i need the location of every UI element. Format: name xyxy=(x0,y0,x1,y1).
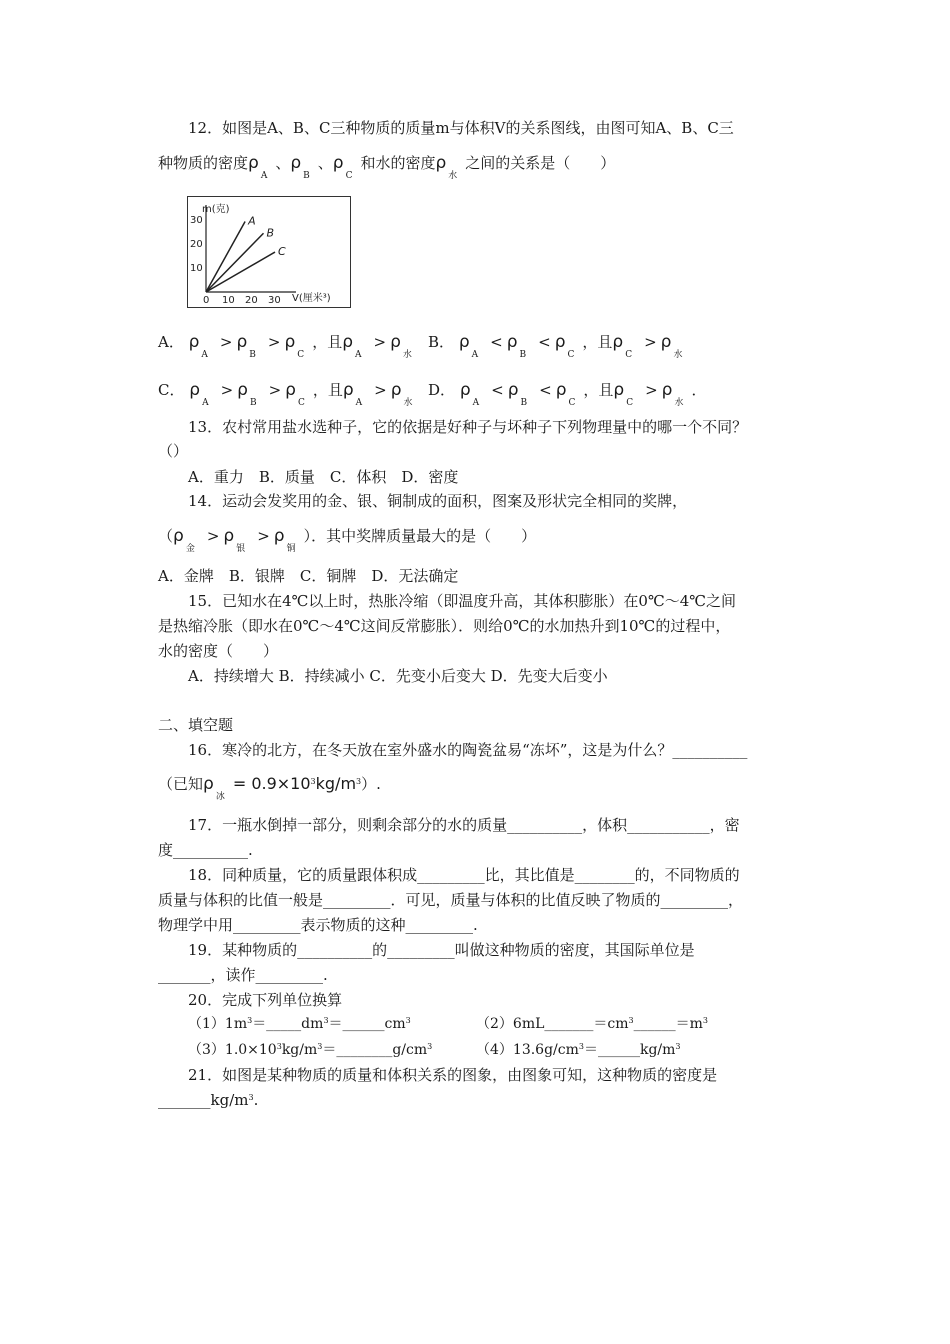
comparison-sign: > xyxy=(644,333,657,351)
rho-symbol: ρ xyxy=(189,380,201,400)
option-label-a: A． xyxy=(158,333,184,351)
q14-line2-post: ）．其中奖牌质量最大的是（ ） xyxy=(303,527,537,545)
rho-subscript: A xyxy=(260,171,268,181)
q18-line2: 质量与体积的比值一般是_________．可见，质量与体积的比值反映了物质的_________， xyxy=(158,891,744,909)
rho-subscript: C xyxy=(297,350,305,360)
rho-subscript: B xyxy=(520,398,528,408)
rho-subscript: 水 xyxy=(448,171,458,181)
rho-subscript: A xyxy=(201,350,208,360)
exponent: 3 xyxy=(317,1042,323,1051)
exponent: 3 xyxy=(578,1042,584,1051)
rho-symbol: ρ xyxy=(390,380,402,400)
rho-subscript: 铜 xyxy=(286,544,296,554)
unit-text: ______＝m xyxy=(633,1016,703,1032)
rho-symbol: ρ xyxy=(342,380,354,400)
formula-value: = 0.9×10 xyxy=(232,774,311,793)
unit-text: ＝______kg/m xyxy=(583,1042,676,1058)
comparison-sign: < xyxy=(491,381,504,399)
unit-text: ＝_____dm xyxy=(252,1016,324,1032)
q18-line3: 物理学中用_________表示物质的这种_________. xyxy=(158,916,478,934)
rho-subscript: C xyxy=(625,350,633,360)
comparison-sign: < xyxy=(490,333,503,351)
rho-symbol: ρ xyxy=(612,332,624,352)
q14-line2 xyxy=(158,526,537,554)
series-label-c: C xyxy=(278,245,286,259)
rho-symbol: ρ xyxy=(203,774,214,794)
x-tick-label: 0 xyxy=(203,295,210,306)
rho-subscript: B xyxy=(303,171,310,181)
formula-unit: kg/m xyxy=(315,774,357,793)
separator: 、 xyxy=(275,154,291,172)
rho-symbol: ρ xyxy=(507,380,519,400)
comparison-sign: < xyxy=(539,381,552,399)
q15-options: A．持续增大 B．持续减小 C．先变小后变大 D．先变大后变小 xyxy=(188,667,608,685)
q15-line1: 15．已知水在4℃以上时，热胀冷缩（即温度升高，其体积膨胀）在0℃～4℃之间 xyxy=(188,592,737,610)
y-tick-label: 20 xyxy=(190,239,203,250)
rho-subscript: A xyxy=(355,398,363,408)
exponent: 3 xyxy=(405,1016,411,1025)
comparison-sign: > xyxy=(267,333,281,351)
exponent: 3 xyxy=(427,1042,433,1051)
q16-line2-pre: （已知 xyxy=(158,775,204,793)
q21-line2-pre: _______kg/m xyxy=(158,1091,249,1109)
comparison-sign: > xyxy=(373,333,387,351)
comparison-sign: > xyxy=(220,381,234,399)
unit-text: （2）6mL_______＝cm xyxy=(476,1016,629,1032)
exponent: 3 xyxy=(675,1042,681,1051)
unit-text: （1）1m xyxy=(188,1016,248,1032)
q13-line2: （） xyxy=(158,442,189,460)
rho-subscript: A xyxy=(355,350,362,360)
q12-line2 xyxy=(158,153,616,181)
q20-row1-right xyxy=(476,1014,708,1036)
rho-subscript: A xyxy=(471,350,479,360)
option-label-b: B． xyxy=(428,333,455,351)
option-label-c: C． xyxy=(158,381,185,399)
comparison-sign: > xyxy=(257,527,270,545)
q16-line2 xyxy=(158,774,381,802)
rho-symbol: ρ xyxy=(285,380,296,400)
rho-subscript: 冰 xyxy=(215,792,225,802)
rho-symbol: ρ xyxy=(613,380,625,400)
rho-subscript: C xyxy=(345,171,353,181)
exponent: 3 xyxy=(248,1093,254,1102)
q13-line1: 13．农村常用盐水选种子，它的依据是好种子与坏种子下列物理量中的哪一个不同？ xyxy=(188,418,748,436)
comparison-sign: < xyxy=(538,333,551,351)
q12-line2-post: 之间的关系是（ ） xyxy=(465,154,616,172)
exponent: 3 xyxy=(247,1016,253,1025)
conjunction: ，且 xyxy=(312,381,343,399)
rho-symbol: ρ xyxy=(660,332,672,352)
q12-options-ab xyxy=(158,332,420,360)
rho-subscript: 水 xyxy=(402,350,412,360)
y-tick-label: 30 xyxy=(190,215,203,226)
unit-text: （4）13.6g/cm xyxy=(476,1042,579,1058)
rho-subscript: C xyxy=(567,350,575,360)
rho-subscript: 金 xyxy=(185,544,195,554)
rho-subscript: B xyxy=(249,398,257,408)
q19-line2: _______，读作_________. xyxy=(158,966,328,984)
rho-symbol: ρ xyxy=(390,332,401,352)
q21-line2 xyxy=(158,1090,258,1113)
conjunction: ，且 xyxy=(583,381,614,399)
unit-text: ＝________g/cm xyxy=(322,1042,428,1058)
comparison-sign: > xyxy=(268,381,282,399)
q15-line2: 是热缩冷胀（即水在0℃～4℃这间反常膨胀）．则给0℃的水加热升到10℃的过程中， xyxy=(158,617,731,635)
x-tick-label: 10 xyxy=(222,295,235,306)
x-axis-label: V(厘米³) xyxy=(292,293,331,304)
q21-line1: 21．如图是某种物质的质量和体积关系的图象，由图象可知，这种物质的密度是 xyxy=(188,1066,718,1084)
rho-symbol: ρ xyxy=(459,380,471,400)
rho-subscript: A xyxy=(202,398,209,408)
exponent: 3 xyxy=(276,1042,282,1051)
section-title: 二、填空题 xyxy=(158,716,234,734)
rho-symbol: ρ xyxy=(290,153,302,173)
q12-line1: 12．如图是A、B、C三种物质的质量m与体积V的关系图线，由图可知A、B、C三 xyxy=(188,119,734,137)
rho-symbol: ρ xyxy=(458,332,470,352)
exponent: 3 xyxy=(310,777,316,786)
q21-line2-post: . xyxy=(253,1091,259,1109)
rho-symbol: ρ xyxy=(273,526,285,546)
option-label-d: D． xyxy=(428,381,456,399)
rho-symbol: ρ xyxy=(173,526,184,546)
rho-symbol: ρ xyxy=(661,380,673,400)
separator: 、 xyxy=(317,154,333,172)
conjunction: ，且 xyxy=(312,333,343,351)
paren-open: （ xyxy=(158,527,174,545)
rho-subscript: C xyxy=(626,398,634,408)
series-label-a: A xyxy=(248,214,256,228)
rho-subscript: 水 xyxy=(673,350,683,360)
rho-symbol: ρ xyxy=(332,153,344,173)
comparison-sign: > xyxy=(645,381,658,399)
rho-subscript: A xyxy=(472,398,480,408)
q14-options: A．金牌 B．银牌 C．铜牌 D．无法确定 xyxy=(158,567,459,585)
rho-subscript: B xyxy=(249,350,256,360)
comparison-sign: > xyxy=(206,527,220,545)
rho-symbol: ρ xyxy=(342,332,353,352)
unit-text: ＝______cm xyxy=(328,1016,406,1032)
rho-symbol: ρ xyxy=(223,526,235,546)
rho-subscript: 银 xyxy=(236,544,246,554)
rho-symbol: ρ xyxy=(435,153,447,173)
q19-line1: 19．某种物质的__________的_________叫做这种物质的密度，其国际单位是 xyxy=(188,941,695,959)
q16-line1: 16．寒冷的北方，在冬天放在室外盛水的陶瓷盆易“冻坏”，这是为什么？__________ xyxy=(188,741,748,759)
period: ． xyxy=(691,381,707,399)
y-tick-label: 10 xyxy=(190,263,203,274)
q17-line1: 17．一瓶水倒掉一部分，则剩余部分的水的质量__________，体积___________，密 xyxy=(188,816,740,834)
series-line-b xyxy=(206,233,264,292)
rho-symbol: ρ xyxy=(248,153,259,173)
q12-line2-mid: 和水的密度 xyxy=(360,154,436,172)
rho-symbol: ρ xyxy=(188,332,200,352)
mass-volume-graph xyxy=(187,196,351,308)
comparison-sign: > xyxy=(219,333,233,351)
mass-volume-chart xyxy=(188,197,350,307)
q18-line1: 18．同种质量，它的质量跟体积成_________比，其比值是________的，不同物质的 xyxy=(188,866,740,884)
rho-subscript: 水 xyxy=(403,398,413,408)
exponent: 3 xyxy=(702,1016,708,1025)
rho-symbol: ρ xyxy=(554,332,566,352)
conjunction: ，且 xyxy=(582,333,613,351)
rho-subscript: C xyxy=(297,398,305,408)
y-axis-label: m(克) xyxy=(202,204,230,215)
q16-line2-post: ）. xyxy=(361,775,381,793)
q13-options: A．重力 B．质量 C．体积 D．密度 xyxy=(188,468,459,486)
q15-line3: 水的密度（ ） xyxy=(158,642,279,660)
q12-option-b xyxy=(428,332,690,360)
x-tick-label: 30 xyxy=(268,295,281,306)
rho-symbol: ρ xyxy=(237,380,248,400)
q12-option-c xyxy=(158,380,421,408)
exponent: 3 xyxy=(323,1016,329,1025)
unit-text: kg/m xyxy=(281,1042,318,1058)
rho-subscript: B xyxy=(519,350,527,360)
q12-option-d xyxy=(428,380,707,408)
q20-title: 20．完成下列单位换算 xyxy=(188,991,343,1009)
rho-symbol: ρ xyxy=(236,332,248,352)
q14-line1: 14．运动会发奖用的金、银、铜制成的面积，图案及形状完全相同的奖牌， xyxy=(188,492,688,510)
q20-row2-left xyxy=(188,1040,432,1062)
q12-line2-pre: 种物质的密度 xyxy=(158,154,249,172)
q17-line2: 度__________. xyxy=(158,841,253,859)
exponent: 3 xyxy=(628,1016,634,1025)
series-label-b: B xyxy=(266,226,275,240)
rho-symbol: ρ xyxy=(555,380,567,400)
rho-symbol: ρ xyxy=(506,332,518,352)
exponent: 3 xyxy=(356,777,362,786)
x-tick-label: 20 xyxy=(245,295,258,306)
q20-row1-left xyxy=(188,1014,411,1036)
unit-text: （3）1.0×10 xyxy=(188,1042,277,1058)
rho-subscript: C xyxy=(568,398,576,408)
rho-symbol: ρ xyxy=(284,332,296,352)
comparison-sign: > xyxy=(374,381,387,399)
rho-subscript: 水 xyxy=(674,398,684,408)
q20-row2-right xyxy=(476,1040,681,1062)
